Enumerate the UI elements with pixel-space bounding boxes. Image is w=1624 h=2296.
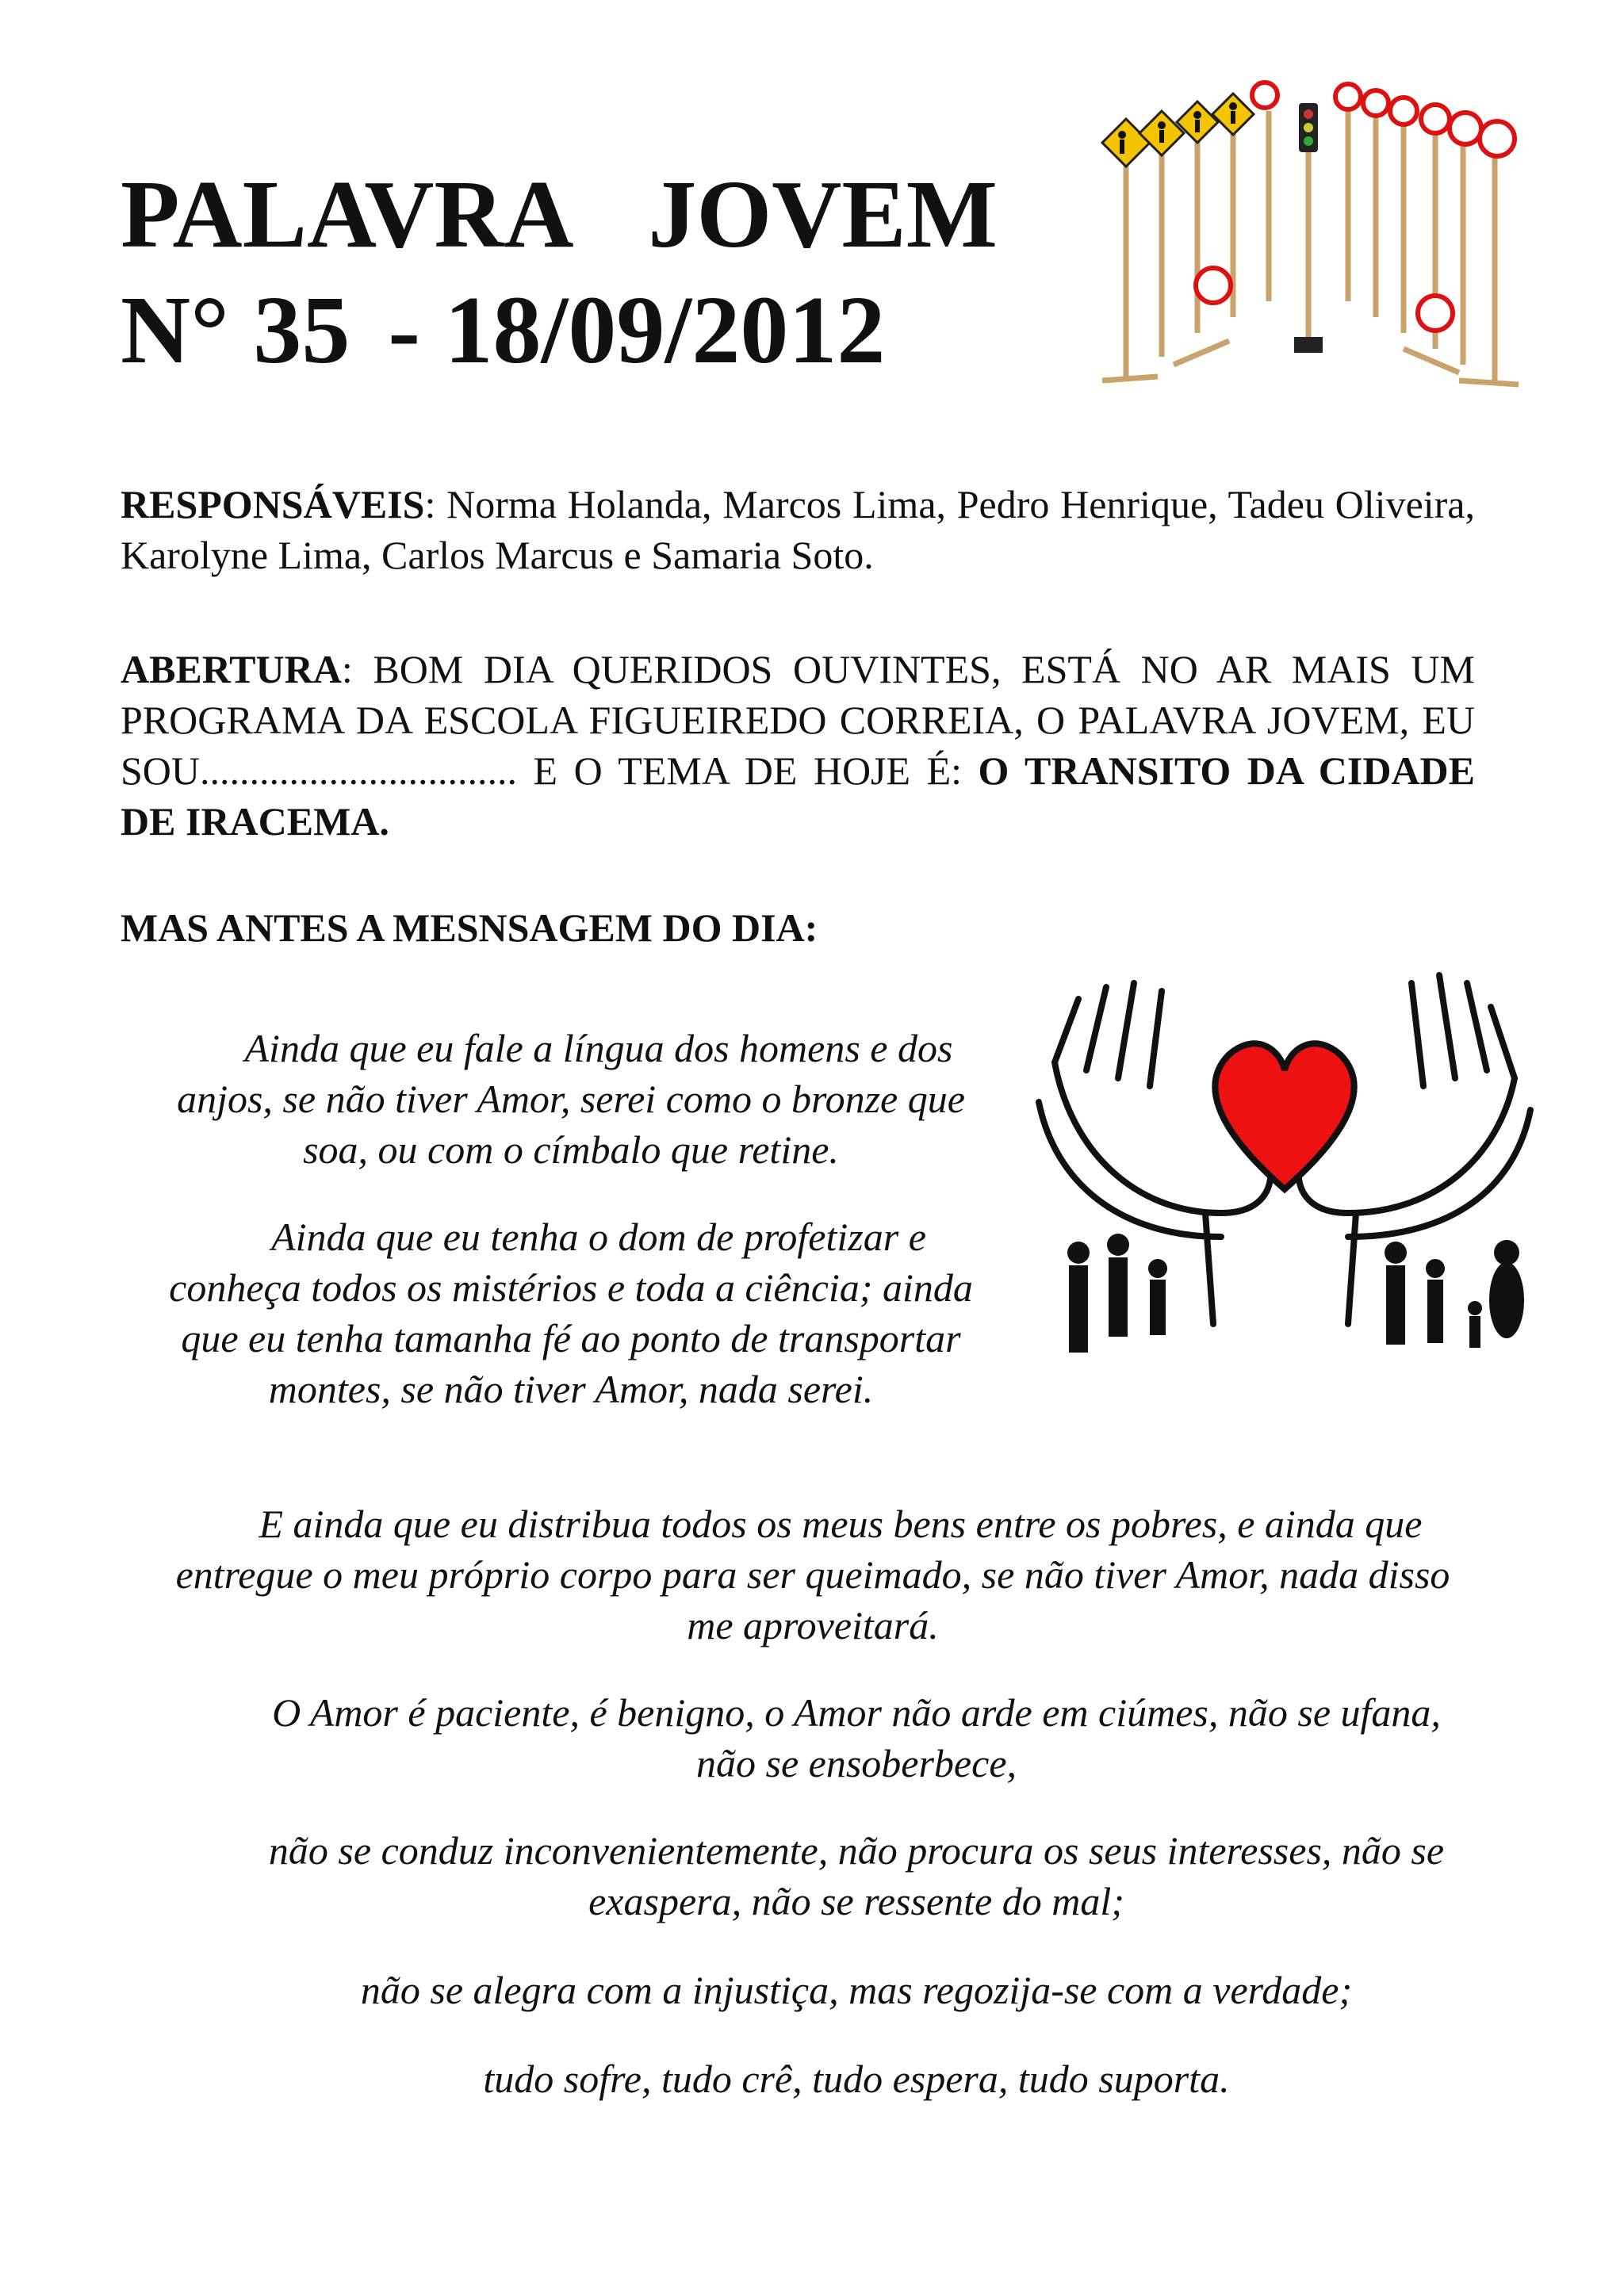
- poem-stanza-6: não se alegra com a injustiça, mas regozija-se com a verdade;: [360, 1968, 1353, 2012]
- title-palavra-jovem: PALAVRA JOVEM: [121, 161, 998, 268]
- poem-stanza-1: Ainda que eu fale a língua dos homens e dos anjos, se não tiver Amor, serei como o bronze que soa, ou com o címbalo que retine.: [177, 1026, 965, 1172]
- issue-line: [121, 277, 1072, 384]
- traffic-signs-icon: [1086, 79, 1530, 412]
- issue-number: N° 35: [121, 277, 350, 384]
- responsaveis-label: RESPONSÁVEIS: [121, 482, 425, 526]
- responsaveis-names: Norma Holanda, Marcos Lima, Pedro Henrique, Tadeu Oliveira, Karolyne Lima, Carlos Marcus e Samaria Soto.: [121, 482, 1475, 577]
- abertura-text: BOM DIA QUERIDOS OUVINTES, ESTÁ NO AR MAIS UM PROGRAMA DA ESCOLA FIGUEIREDO CORREIA, O PALAVRA JOVEM, EU SOU................................ E O TEMA DE HOJE É:: [121, 647, 1475, 793]
- abertura-label: ABERTURA: [121, 647, 342, 691]
- issue-date: - 18/09/2012: [388, 277, 886, 384]
- poem-stanza-5: não se conduz inconvenientemente, não procura os seus interesses, não se exaspera, não se ressente do mal;: [268, 1828, 1445, 1923]
- poem-stanza-7: tudo sofre, tudo crê, tudo espera, tudo suporta.: [483, 2057, 1230, 2101]
- responsaveis-paragraph: RESPONSÁVEIS: Norma Holanda, Marcos Lima, Pedro Henrique, Tadeu Oliveira, Karolyne Lima, Carlos Marcus e Samaria Soto.: [121, 482, 1475, 577]
- poem-stanza-3: E ainda que eu distribua todos os meus bens entre os pobres, e ainda que entregue o meu próprio corpo para ser queimado, se não tiver Amor, nada disso me aproveitará.: [175, 1502, 1450, 1647]
- poem-stanza-2: Ainda que eu tenha o dom de profetizar e conheça todos os mistérios e toda a ciência; ainda que eu tenha tamanha fé ao ponto de transportar montes, se não tiver Amor, nada serei.: [169, 1215, 973, 1411]
- hands-heart-icon: [1023, 951, 1546, 1364]
- abertura-paragraph: ABERTURA: BOM DIA QUERIDOS OUVINTES, ESTÁ NO AR MAIS UM PROGRAMA DA ESCOLA FIGUEIREDO CORREIA, O PALAVRA JOVEM, EU SOU................................ E O TEMA DE HOJE É: O TRANSITO DA CIDADE DE IRACEMA.: [121, 647, 1476, 844]
- poem-stanza-4: O Amor é paciente, é benigno, o Amor não arde em ciúmes, não se ufana, não se ensoberbece,: [272, 1690, 1441, 1785]
- abertura-theme: O TRANSITO DA CIDADE DE IRACEMA.: [121, 748, 1476, 844]
- mensagem-heading: MAS ANTES A MESNSAGEM DO DIA:: [121, 905, 818, 950]
